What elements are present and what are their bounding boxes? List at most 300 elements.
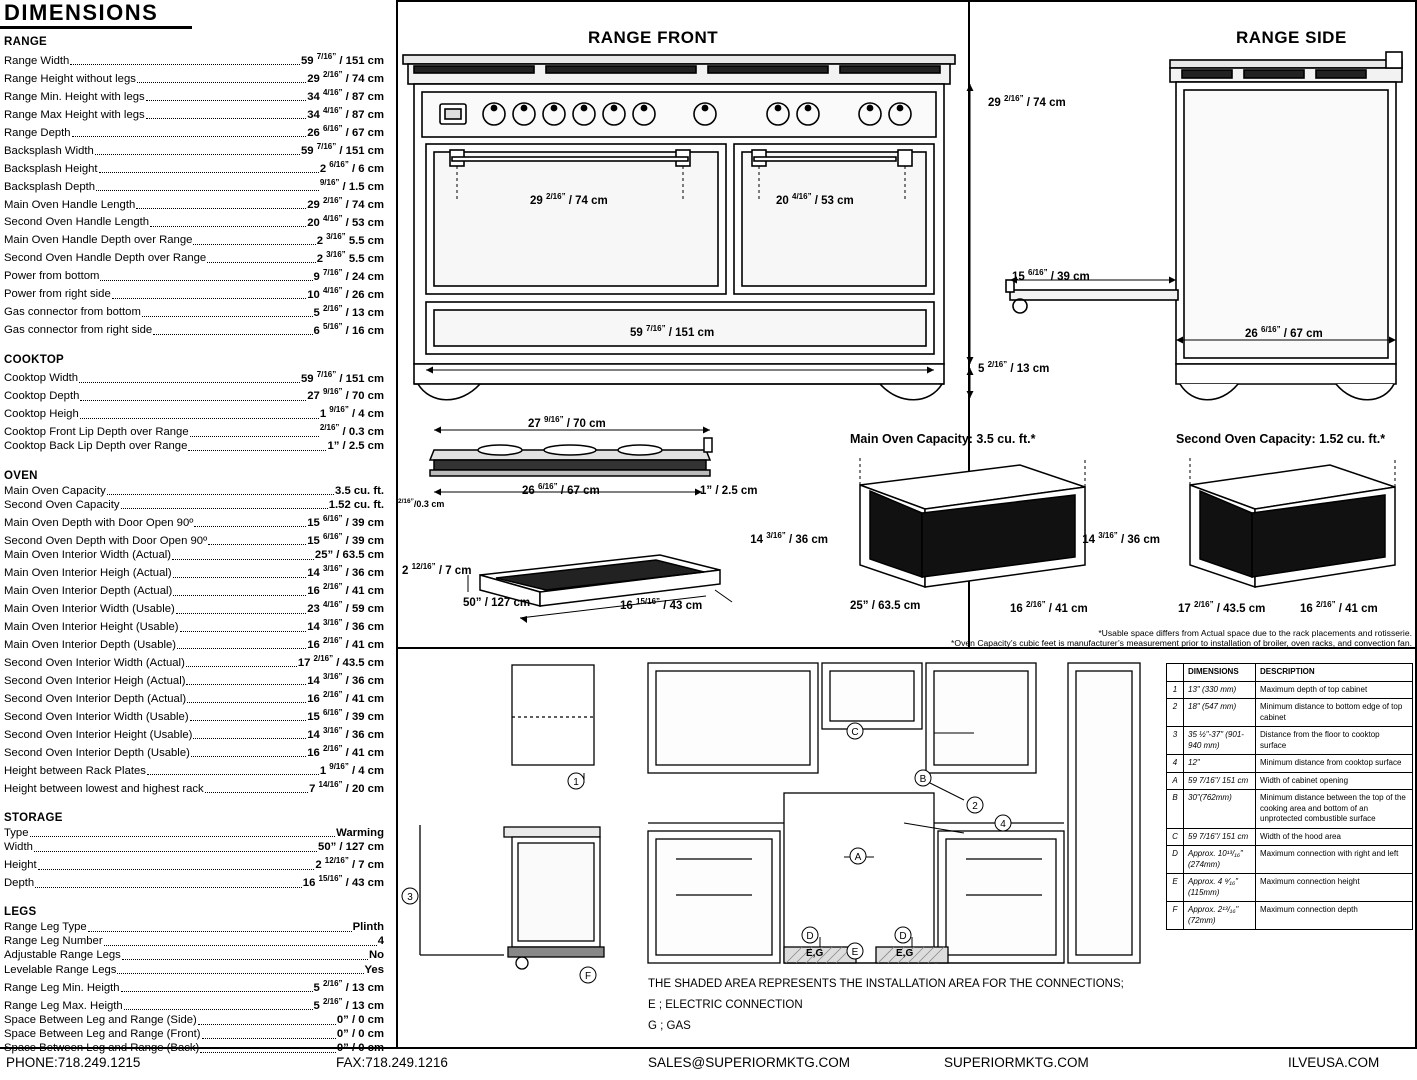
spec-row [4,854,384,872]
spec-dot-leader [207,262,315,263]
spec-row [4,194,384,212]
spec-value: 29 $^{2/16”}$ / 74 cm [307,69,384,85]
spec-label: Type [4,826,29,839]
spec-row [4,580,384,598]
spec-label: Range Leg Number [4,935,103,948]
spec-label: Second Oven Interior Depth (Actual) [4,692,187,705]
spec-value: 9 $^{7/16”}$ / 24 cm [313,267,384,283]
spec-dot-leader [147,774,319,775]
spec-dot-leader [198,1024,336,1025]
spec-group [4,906,390,1055]
spec-row [4,484,384,498]
spec-value: Yes [364,963,384,976]
spec-label: Backsplash Depth [4,180,96,193]
spec-row [4,616,384,634]
main-oven-height-dim: 14 $^{3/16”}$ / 36 cm [750,531,828,546]
spec-row [4,826,384,840]
spec-group-heading: RANGE [4,36,48,48]
spec-dot-leader [177,648,306,649]
table-row [1167,874,1413,902]
spec-value: 59 $^{7/16”}$ / 151 cm [300,369,384,385]
table-header-description: DESCRIPTION [1256,664,1413,682]
spec-label: Gas connector from right side [4,324,153,337]
svg-text:D: D [899,931,907,942]
spec-row [4,158,384,176]
spec-dot-leader [176,613,306,614]
spec-row [4,104,384,122]
spec-value: 14 $^{3/16”}$ / 36 cm [307,618,384,633]
svg-text:3: 3 [407,892,413,903]
spec-dot-leader [205,792,308,793]
front-main-handle-dim: 29 $^{2/16”}$ / 74 cm [530,192,608,207]
spec-value: 2 $^{3/16”}$ 5.5 cm [316,231,384,247]
spec-dot-leader [188,450,326,451]
spec-label: Cooktop Front Lip Depth over Range [4,426,189,439]
table-cell-dimension: Approx. 10¹³/₁₆"(274mm) [1184,846,1256,874]
spec-label: Cooktop Heigh [4,408,79,421]
spec-dot-leader [180,631,307,632]
svg-text:D: D [806,931,814,942]
spec-row [4,302,384,320]
spec-value: 23 $^{4/16”}$ / 59 cm [307,600,384,615]
spec-dot-leader [190,720,307,721]
spec-value: Plinth [352,921,384,934]
spec-list [4,36,390,1071]
spec-label: Main Oven Interior Width (Usable) [4,602,175,615]
spec-dot-leader [104,945,377,946]
spec-dot-leader [117,973,363,974]
spec-label: Range Leg Min. Heigth [4,981,120,994]
spec-row [4,439,384,453]
electric-connection-note: E ; ELECTRIC CONNECTION [648,999,803,1011]
spec-label: Space Between Leg and Range (Side) [4,1013,197,1026]
spec-label: Range Leg Type [4,921,87,934]
spec-label: Space Between Leg and Range (Front) [4,1028,201,1041]
spec-value: 6 $^{5/16”}$ / 16 cm [313,321,384,337]
spec-label: Main Oven Interior Depth (Usable) [4,638,177,651]
footer [0,1052,1417,1080]
spec-value: 29 $^{2/16”}$ / 74 cm [307,195,384,211]
front-second-handle-dim: 20 $^{4/16”}$ / 53 cm [776,192,854,207]
spec-row [4,934,384,948]
spec-label: Main Oven Handle Length [4,198,136,211]
spec-label: Range Width [4,54,70,67]
spec-value: 27 $^{9/16”}$ / 70 cm [307,387,384,403]
spec-value: 0” / 0 cm [336,1028,384,1041]
table-cell-description: Distance from the floor to cooktop surface [1256,727,1413,755]
spec-value: 15 $^{6/16”}$ / 39 cm [307,531,384,547]
spec-value: 16 $^{2/16”}$ / 41 cm [307,636,384,651]
spec-row [4,598,384,616]
spec-dot-leader [100,280,312,281]
spec-label: Power from right side [4,288,111,301]
spec-value: 50” / 127 cm [318,840,384,853]
spec-value: 1.52 cu. ft. [328,498,384,511]
cooktop-range-depth-dim: 26 $^{6/16”}$ / 67 cm [522,482,600,497]
spec-dot-leader [72,136,307,137]
table-cell-description: Minimum distance from cooktop surface [1256,755,1413,773]
cooktop-section-drawing [420,420,720,520]
spec-row [4,840,384,854]
spec-dot-leader [173,577,307,578]
range-side-drawing [1000,40,1412,400]
spec-value: No [368,949,384,962]
dimensions-table [1166,663,1413,930]
spec-row [4,284,384,302]
spec-dot-leader [202,1038,336,1039]
spec-value: 25” / 63.5 cm [314,548,384,561]
svg-text:C: C [851,727,859,738]
spec-row [4,548,384,562]
spec-row [4,248,384,266]
spec-value: 20 $^{4/16”}$ / 53 cm [307,213,384,229]
spec-dot-leader [112,298,307,299]
spec-value: 17 $^{2/16”}$ / 43.5 cm [297,653,384,669]
svg-text:A: A [854,852,862,863]
spec-dot-leader [121,508,328,509]
storage-depth-dim: 16 $^{15/16”}$ / 43 cm [620,597,703,612]
second-oven-depth-dim: 16 $^{2/16”}$ / 41 cm [1300,600,1378,615]
table-header-row [1167,664,1413,682]
main-oven-width-dim: 25” / 63.5 cm [850,600,921,612]
spec-label: Second Oven Depth with Door Open 90º [4,534,208,547]
spec-row [4,50,384,68]
storage-height-dim: 2 $^{12/16”}$ / 7 cm [402,562,472,577]
spec-label: Second Oven Interior Depth (Usable) [4,746,190,759]
spec-dot-leader [99,172,319,173]
spec-label: Main Oven Interior Depth (Actual) [4,584,173,597]
table-cell-index: 2 [1167,699,1184,727]
table-row [1167,755,1413,773]
second-oven-height-dim: 14 $^{3/16”}$ / 36 cm [1082,531,1160,546]
spec-row [4,421,384,439]
spec-label: Depth [4,876,35,889]
spec-value: 59 $^{7/16”}$ / 151 cm [300,52,384,67]
spec-dot-leader [186,684,306,685]
spec-label: Height between Rack Plates [4,764,146,777]
spec-row [4,562,384,580]
spec-value: $^{2/16”}$ / 0.3 cm [319,423,384,439]
main-oven-depth-dim: 16 $^{2/16”}$ / 41 cm [1010,600,1088,615]
table-cell-description: Minimum distance to bottom edge of top cabinet [1256,699,1413,727]
table-row [1167,790,1413,829]
spec-dot-leader [80,400,306,401]
spec-row [4,86,384,104]
svg-text:4: 4 [1000,819,1006,830]
table-cell-index: 3 [1167,727,1184,755]
table-row [1167,902,1413,930]
table-row [1167,699,1413,727]
spec-dot-leader [208,544,306,545]
footer-sales[interactable]: SALES@SUPERIORMKTG.COM [648,1055,850,1070]
spec-value: 34 $^{4/16”}$ / 87 cm [307,105,384,121]
spec-row [4,706,384,724]
spec-row [4,498,384,512]
spec-dot-leader [124,1009,313,1010]
table-cell-dimension: 13" (330 mm) [1184,681,1256,699]
spec-label: Range Depth [4,126,71,139]
spec-value: 59 $^{7/16”}$ / 151 cm [300,141,384,157]
spec-row [4,122,384,140]
spec-dot-leader [38,869,315,870]
spec-dot-leader [153,334,312,335]
spec-label: Main Oven Handle Depth over Range [4,234,193,247]
spec-value: 0” / 0 cm [336,1013,384,1026]
spec-value: 10 $^{4/16”}$ / 26 cm [307,285,384,301]
frame-divider-vertical [396,0,398,1048]
spec-label: Main Oven Interior Height (Usable) [4,620,179,633]
spec-row [4,385,384,403]
side-door-open-dim: 15 $^{6/16”}$ / 39 cm [1012,268,1090,283]
side-depth-dim: 26 $^{6/16”}$ / 67 cm [1245,325,1323,340]
svg-text:B: B [919,774,927,785]
spec-value: 4 [377,935,384,948]
spec-dot-leader [187,702,306,703]
table-cell-description: Maximum connection depth [1256,902,1413,930]
spec-dot-leader [190,436,319,437]
second-oven-box-drawing [1170,455,1410,600]
capacity-footnote-2: *Oven Capacity’s cubic feet is manufacturer’s measurement prior to installation of broiler, oven racks, and convection fan. [951,638,1412,648]
spec-value: 5 $^{2/16”}$ / 13 cm [313,978,384,994]
spec-label: Power from bottom [4,270,100,283]
table-cell-dimension: 12" [1184,755,1256,773]
spec-label: Second Oven Handle Depth over Range [4,252,207,265]
table-cell-dimension: Approx. 2¹³/₁₆"(72mm) [1184,902,1256,930]
spec-label: Second Oven Interior Height (Usable) [4,728,193,741]
shaded-area-note: THE SHADED AREA REPRESENTS THE INSTALLATION AREA FOR THE CONNECTIONS; [648,978,1124,990]
spec-label: Range Leg Max. Heigth [4,999,123,1012]
main-oven-capacity-title: Main Oven Capacity: 3.5 cu. ft.* [850,432,1036,446]
spec-label: Cooktop Back Lip Depth over Range [4,440,188,453]
second-oven-width-dim: 17 $^{2/16”}$ / 43.5 cm [1178,600,1266,615]
table-row [1167,727,1413,755]
title-underline [0,26,192,29]
table-cell-description: Maximum connection height [1256,874,1413,902]
table-row [1167,772,1413,790]
spec-value: 16 $^{2/16”}$ / 41 cm [307,689,384,705]
front-width-dim: 59 $^{7/16”}$ / 151 cm [630,324,715,339]
main-oven-box-drawing [840,455,1100,600]
spec-dot-leader [96,190,319,191]
spec-value: 16 $^{2/16”}$ / 41 cm [307,582,384,597]
spec-label: Main Oven Interior Width (Actual) [4,548,171,561]
spec-group-heading: LEGS [4,906,37,919]
eg-label-right: E,G [896,948,914,959]
spec-label: Range Max Height with legs [4,108,145,121]
storage-drawer-drawing [460,540,740,630]
svg-text:F: F [584,971,592,982]
spec-dot-leader [193,244,315,245]
spec-label: Main Oven Interior Heigh (Actual) [4,566,172,579]
spec-value: 14 $^{3/16”}$ / 36 cm [307,671,384,687]
spec-dot-leader [194,526,306,527]
spec-label: Height [4,858,37,871]
footer-fax: FAX:718.249.1216 [336,1055,448,1070]
spec-row [4,995,384,1013]
spec-row [4,512,384,530]
spec-group [4,36,390,338]
spec-label: Space Between Leg and Range (Back) [4,1042,200,1055]
spec-row [4,320,384,338]
spec-group-heading: COOKTOP [4,353,65,366]
spec-dot-leader [142,316,313,317]
spec-label: Height between lowest and highest rack [4,782,204,795]
spec-dot-leader [193,738,306,739]
spec-value: 2 $^{12/16”}$ / 7 cm [315,856,384,871]
table-cell-dimension: 59 7/16"/ 151 cm [1184,772,1256,790]
spec-group [4,354,390,454]
spec-value: 14 $^{3/16”}$ / 36 cm [307,725,384,741]
front-leg-height-dim: 5 $^{2/16”}$ / 13 cm [978,360,1050,375]
spec-dot-leader [95,154,300,155]
second-oven-capacity-title: Second Oven Capacity: 1.52 cu. ft.* [1176,432,1386,446]
spec-label: Second Oven Capacity [4,498,120,511]
table-cell-index: F [1167,902,1184,930]
spec-row [4,688,384,706]
spec-label: Range Min. Height with legs [4,90,145,103]
spec-group [4,470,390,796]
spec-value: 5 $^{2/16”}$ / 13 cm [313,996,384,1012]
spec-label: Levelable Range Legs [4,963,117,976]
spec-label: Range Height without legs [4,72,136,85]
spec-value: 1” / 2.5 cm [327,440,384,453]
spec-dot-leader [173,595,306,596]
spec-value: 15 $^{6/16”}$ / 39 cm [307,513,384,529]
front-height-dim: 29 $^{2/16”}$ / 74 cm [988,94,1066,109]
range-front-drawing [400,40,970,400]
footer-site-superior[interactable]: SUPERIORMKTG.COM [944,1055,1089,1070]
spec-row [4,724,384,742]
table-cell-dimension: 30"(762mm) [1184,790,1256,829]
spec-row [4,230,384,248]
spec-value: 16 $^{15/16”}$ / 43 cm [302,874,384,889]
table-cell-index: 4 [1167,755,1184,773]
spec-row [4,977,384,995]
table-cell-index: D [1167,846,1184,874]
installation-drawing [404,655,1164,975]
spec-dot-leader [136,208,306,209]
table-row [1167,846,1413,874]
table-cell-index: A [1167,772,1184,790]
footer-phone: PHONE:718.249.1215 [6,1055,141,1070]
spec-dot-leader [80,418,319,419]
spec-value: 26 $^{6/16”}$ / 67 cm [307,123,384,139]
table-cell-description: Maximum depth of top cabinet [1256,681,1413,699]
spec-dot-leader [122,959,368,960]
spec-row [4,176,384,194]
table-cell-dimension: 18" (547 mm) [1184,699,1256,727]
spec-value: 14 $^{3/16”}$ / 36 cm [307,564,384,579]
spec-dot-leader [137,82,306,83]
table-cell-description: Minimum distance between the top of the cooking area and bottom of an unprotected combustible surface [1256,790,1413,829]
spec-dot-leader [172,559,314,560]
eg-label-left: E,G [806,948,824,959]
table-header-dimensions: DIMENSIONS [1184,664,1256,682]
spec-value: 34 $^{4/16”}$ / 87 cm [307,87,384,103]
spec-label: Gas connector from bottom [4,306,141,319]
spec-dot-leader [146,100,307,101]
spec-dot-leader [146,118,307,119]
table-cell-dimension: 35 ½"-37" (901-940 mm) [1184,727,1256,755]
spec-dot-leader [35,887,302,888]
spec-dot-leader [191,756,306,757]
spec-dot-leader [34,851,317,852]
spec-value: 16 $^{2/16”}$ / 41 cm [307,743,384,759]
table-cell-index: 1 [1167,681,1184,699]
svg-text:1: 1 [573,777,579,788]
spec-value: 15 $^{6/16”}$ / 39 cm [307,707,384,723]
spec-row [4,634,384,652]
spec-group [4,812,390,890]
spec-row [4,742,384,760]
spec-row [4,652,384,670]
spec-dot-leader [79,382,300,383]
table-cell-index: B [1167,790,1184,829]
spec-value: 5 $^{2/16”}$ / 13 cm [313,303,384,319]
spec-group-heading: STORAGE [4,811,63,824]
spec-dot-leader [70,64,300,65]
storage-width-dim: 50” / 127 cm [463,597,531,609]
spec-row [4,266,384,284]
spec-value: 2 $^{6/16”}$ / 6 cm [319,159,384,175]
spec-dot-leader [107,494,334,495]
spec-row [4,1013,384,1027]
range-front-title: RANGE FRONT [588,28,719,47]
spec-row [4,68,384,86]
cooktop-front-lip-dim: $^{2/16”}$/0.3 cm [398,498,445,509]
spec-row [4,368,384,386]
table-header-index [1167,664,1184,682]
spec-label: Second Oven Interior Heigh (Actual) [4,674,186,687]
svg-text:E: E [851,947,859,958]
spec-value: $^{9/16”}$ / 1.5 cm [319,177,384,193]
svg-text:2: 2 [972,801,978,812]
table-cell-description: Width of the hood area [1256,828,1413,846]
spec-label: Adjustable Range Legs [4,949,121,962]
spec-row [4,778,384,796]
spec-dot-leader [186,666,297,667]
table-row [1167,828,1413,846]
spec-label: Second Oven Interior Width (Usable) [4,710,189,723]
spec-value: 1 $^{9/16”}$ / 4 cm [319,405,384,421]
spec-value: 7 $^{14/16”}$ / 20 cm [309,779,384,795]
footer-site-ilve[interactable]: ILVEUSA.COM [1288,1055,1380,1070]
spec-label: Cooktop Depth [4,390,80,403]
spec-row [4,872,384,890]
frame-top [396,0,1417,2]
spec-label: Backsplash Height [4,162,98,175]
spec-value: 3.5 cu. ft. [335,484,384,497]
range-side-title: RANGE SIDE [1236,28,1347,47]
spec-dot-leader [88,931,352,932]
table-cell-index: E [1167,874,1184,902]
spec-row [4,530,384,548]
spec-row [4,963,384,977]
cooktop-depth-dim: 27 $^{9/16”}$ / 70 cm [528,415,606,430]
spec-label: Second Oven Interior Width (Actual) [4,656,185,669]
table-cell-dimension: 59 7/16"/ 151 cm [1184,828,1256,846]
gas-connection-note: G ; GAS [648,1020,691,1032]
spec-row [4,140,384,158]
capacity-footnote-1: *Usable space differs from Actual space due to the rack placements and rotisserie. [1098,628,1412,638]
spec-value: Warming [336,826,384,839]
spec-label: Cooktop Width [4,372,79,385]
spec-row [4,948,384,962]
spec-label: Width [4,840,33,853]
page-title: DIMENSIONS [4,0,159,25]
spec-row [4,920,384,934]
spec-dot-leader [150,226,306,227]
